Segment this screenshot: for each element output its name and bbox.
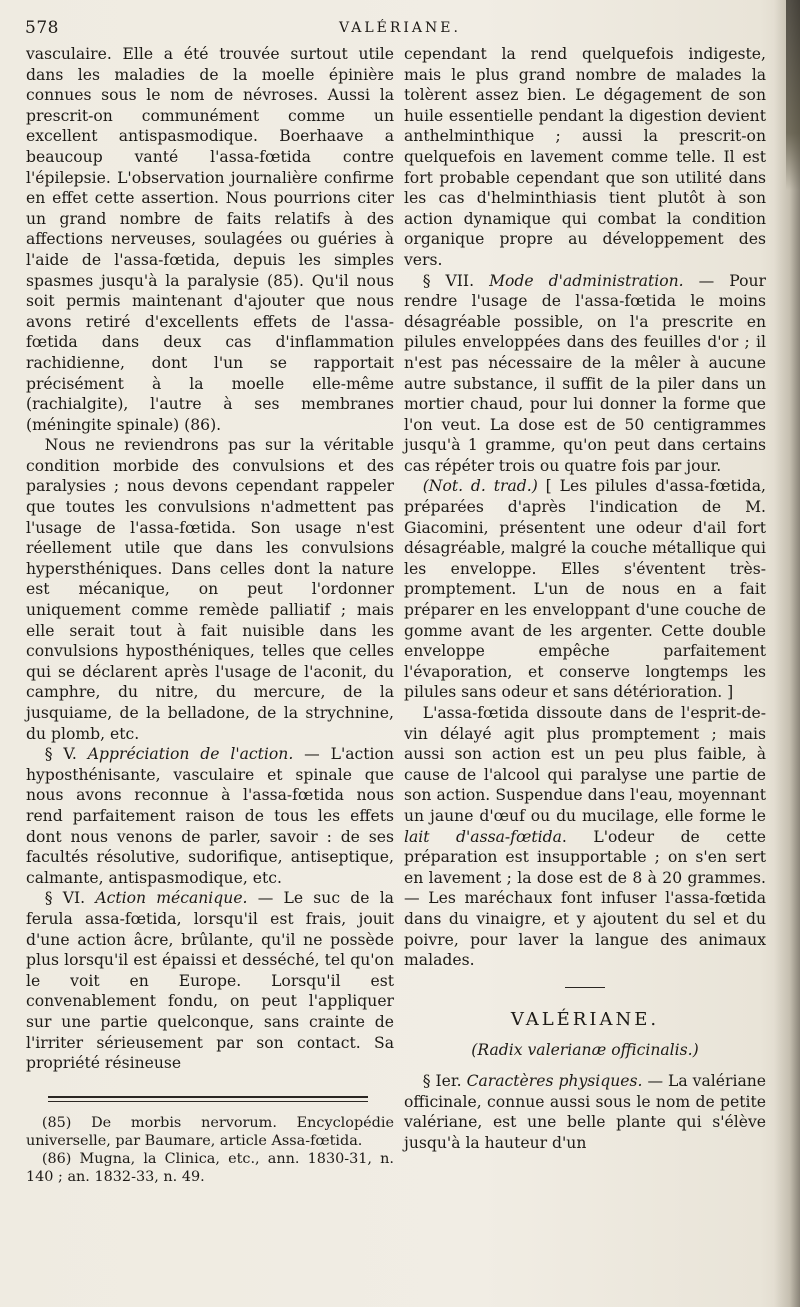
running-title: VALÉRIANE. <box>339 20 461 36</box>
footnotes <box>26 1114 394 1186</box>
footnote-86: (86) Mugna, la Clinica, etc., ann. 1830-31, n. 140 ; an. 1832-33, n. 49. <box>26 1150 394 1185</box>
section-text: — La valériane officinale, connue aussi sous le nom de petite valériane, est une belle plante qui s'élève jusqu'à la hauteur d'un <box>404 1071 767 1152</box>
section-5 <box>26 744 394 888</box>
section-label: § VI. <box>44 889 86 908</box>
page-header <box>25 18 775 44</box>
section-label: § Ier. <box>422 1071 462 1090</box>
translator-note-text: [ Les pilules d'assa-fœtida, préparées d'après l'indication de M. Giacomini, présentent une odeur d'ail fort désagréable, malgré la couche métallique qui les enveloppe. Elles s'éventent très-promptement. L'un de nous en a fait préparer en les enveloppant d'une couche de gomme avant de les argenter. Cette double enveloppe empêche parfaitement l'évaporation, et conserve longtemps les pilules sans odeur et sans détérioration. ] <box>404 477 767 702</box>
section-title: Caractères physiques. <box>466 1071 643 1090</box>
page-number: 578 <box>25 18 59 38</box>
section-divider <box>565 987 605 988</box>
section-title: Mode d'administration. <box>489 271 684 290</box>
footnote-separator-thin <box>48 1101 368 1102</box>
paragraph-preparations <box>404 703 766 971</box>
paragraph-digestion: cependant la rend quelquefois indigeste, mais le plus grand nombre de malades la tolèrent assez bien. Le dégagement de son huile essentielle pendant la digestion devient anthelminthique ; aussi la prescrit-on quelquefois en lavement comme telle. Il est fort probable cependant que son utilité dans les cas d'helminthiasis tient plutôt à son action dynamique qui combat la condition organique propre au développement des vers. <box>404 45 766 269</box>
footnote-85: (85) De morbis nervorum. Encyclopédie universelle, par Baumare, article Assa-fœtida. <box>26 1114 394 1149</box>
paragraph-text: L'assa-fœtida dissoute dans de l'esprit-de-vin délayé agit plus promptement ; mais aussi son action est un peu plus faible, à cause de l'alcool qui paralyse une partie de son action. Suspendue dans l'eau, moyennant un jaune d'œuf ou du mucilage, elle forme le <box>404 704 766 825</box>
translator-note-label: (Not. d. trad.) <box>422 477 538 496</box>
section-title: Appréciation de l'action. <box>87 745 294 764</box>
left-column <box>26 44 394 1186</box>
page-edge-shadow <box>774 0 800 1307</box>
section-1 <box>404 1071 766 1153</box>
right-column <box>404 44 766 1153</box>
section-label: § V. <box>44 745 77 764</box>
section-title: Action mécanique. <box>95 889 248 908</box>
italic-term: lait d'assa-fœtida <box>404 827 562 846</box>
footnote-separator <box>48 1096 368 1098</box>
paragraph-assa-foetida-uses: vasculaire. Elle a été trouvée surtout utile dans les maladies de la moelle épinière connues sous le nom de névroses. Aussi la prescrit-on communément comme un excellent antispasmodique. Boerhaave a beaucoup vanté l'assa-fœtida contre l'épilepsie. L'observation journalière confirme en effet cette assertion. Nous pourrions citer un grand nombre de faits relatifs à des affections nerveuses, soulagées ou guéries à l'aide de l'assa-fœtida, depuis les simples spasmes jusqu'à la paralysie (85). Qu'il nous soit permis maintenant d'ajouter que nous avons retiré d'excellents effets de l'assa-fœtida dans deux cas d'inflammation rachidienne, dont l'un se rapportait précisément à la moelle elle-même (rachialgite), l'autre à ses membranes (méningite spinale) (86). <box>26 45 394 434</box>
page-edge-dark <box>786 0 800 190</box>
section-heading: VALÉRIANE. <box>510 1008 660 1030</box>
section-label: § VII. <box>422 271 475 290</box>
section-7 <box>404 271 766 477</box>
section-text: — Le suc de la ferula assa-fœtida, lorsqu'il est frais, jouit d'une action âcre, brûlante, qu'il ne possède plus lorsqu'il est épaissi et desséché, tel qu'on le voit en Europe. Lorsqu'il est convenablement fondu, on peut l'appliquer sur une partie quelconque, sans crainte de l'irriter sérieusement par son contact. Sa propriété résineuse <box>26 889 394 1073</box>
translator-note <box>404 476 766 703</box>
section-text: — L'action hyposthénisante, vasculaire et spinale que nous avons reconnue à l'assa-fœtida nous rend parfaitement raison de tous les effets dont nous venons de parler, savoir : de ses facultés résolutive, sudorifique, antiseptique, calmante, antispasmodique, etc. <box>26 745 394 887</box>
section-6 <box>26 888 394 1073</box>
paragraph-convulsions: Nous ne reviendrons pas sur la véritable condition morbide des convulsions et des paralysies ; nous devons cependant rappeler que toutes les convulsions n'admettent pas l'usage de l'assa-fœtida. Son usage n'est réellement utile que dans les convulsions hypersthéniques. Dans celles dont la nature est mécanique, on peut l'ordonner uniquement comme remède palliatif ; mais elle serait tout à fait nuisible dans les convulsions hyposthéniques, telles que celles qui se déclarent après l'usage de l'aconit, du camphre, du nitre, du mercure, de la jusquiame, de la belladone, de la strychnine, du plomb, etc. <box>26 436 394 743</box>
section-text: — Pour rendre l'usage de l'assa-fœtida le moins désagréable possible, on l'a prescrite en pilules enveloppées dans des feuilles d'or ; il n'est pas nécessaire de la mêler à aucune autre substance, il suffit de la piler dans un mortier chaud, pour lui donner la forme que l'on veut. La dose est de 50 centigrammes jusqu'à 1 gramme, qu'on peut dans certains cas répéter trois ou quatre fois par jour. <box>404 271 766 475</box>
section-subheading: (Radix valerianæ officinalis.) <box>471 1041 699 1060</box>
paragraph-text: . L'odeur de cette préparation est insupportable ; on s'en sert en lavement ; la dose est de 8 à 20 grammes. — Les maréchaux font infuser l'assa-fœtida dans du vinaigre, et y ajoutent du sel et du poivre, pour laver la langue des animaux malades. <box>404 827 766 970</box>
